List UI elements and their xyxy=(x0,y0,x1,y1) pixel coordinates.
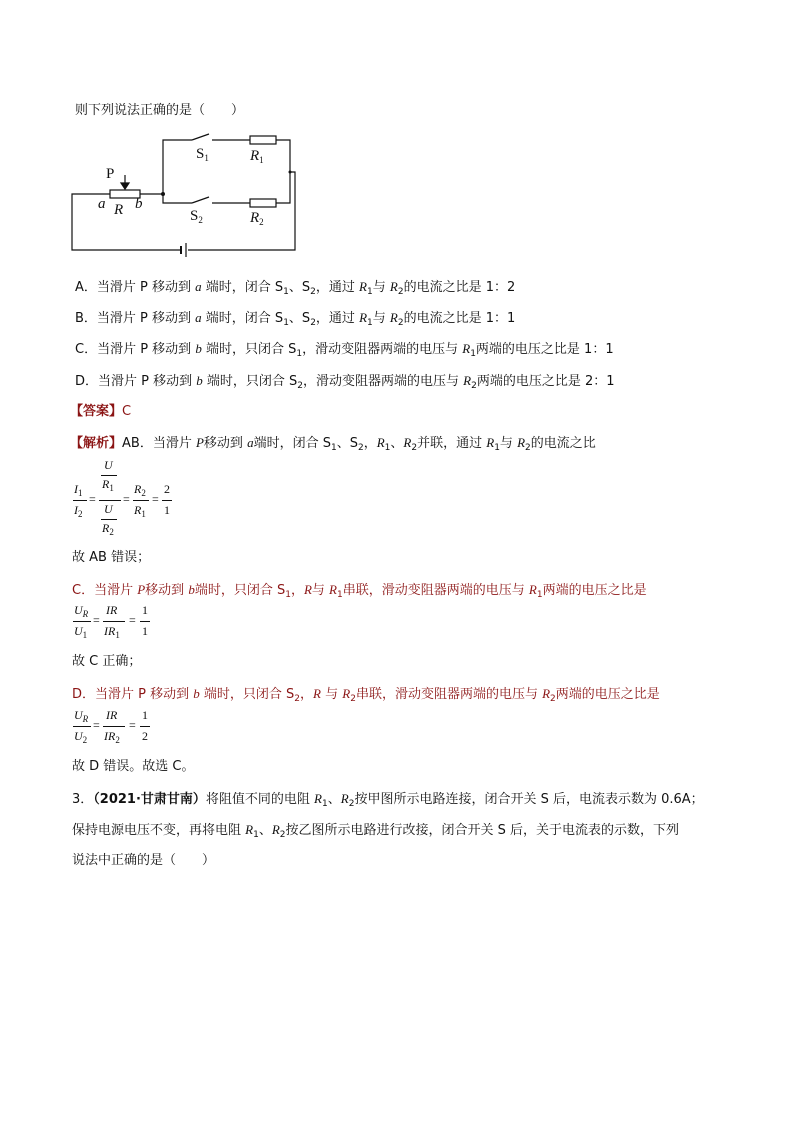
label-r: R xyxy=(114,202,124,218)
top-branch-left-wire xyxy=(163,140,192,194)
resistor-r1 xyxy=(250,136,276,144)
q3-line-1: 3．（2021·甘肃甘南）将阻值不同的电阻 $R_1$、$R_2$按甲图所示电路连接，闭合开关 S 后，电流表示数为 0.6A； xyxy=(72,791,704,809)
analysis-ab-line: 【解析】AB．当滑片 P移动到 a端时，闭合 $S_1$、$S_2$，$R_1$、$R_2$并联，通过 $R_1$与 $R_2$的电流之比 xyxy=(70,435,596,453)
formula-d-ratio: $U_R$ $U_2$ = IR $IR_2$ = 1 2 xyxy=(74,708,148,745)
option-d: D．当滑片 P 移动到 b 端时，只闭合 $S_2$，滑动变阻器两端的电压与 $R_2$两端的电压之比是 2：1 xyxy=(75,373,615,391)
label-s1: $S_1$ xyxy=(196,146,209,163)
option-b: B．当滑片 P 移动到 a 端时，闭合 $S_1$、$S_2$，通过 $R_1$与 $R_2$的电流之比是 1：1 xyxy=(75,310,516,328)
analysis-c-conclusion: 故 C 正确； xyxy=(72,654,142,669)
switch-s1 xyxy=(192,134,209,140)
analysis-label: 【解析】 xyxy=(70,436,123,451)
q3-line-3: 说法中正确的是（ ） xyxy=(72,853,216,868)
label-p: P xyxy=(106,166,115,182)
option-a: A．当滑片 P 移动到 a 端时，闭合 $S_1$、$S_2$，通过 $R_1$与 $R_2$的电流之比是 1：2 xyxy=(75,279,516,297)
answer-value: C xyxy=(122,404,132,419)
switch-s2 xyxy=(192,197,209,203)
analysis-d-line: D．当滑片 P 移动到 b 端时，只闭合 $S_2$，R 与 $R_2$串联，滑动变阻器两端的电压与 $R_2$两端的电压之比是 xyxy=(72,686,660,704)
formula-c-ratio: $U_R$ $U_1$ = IR $IR_1$ = 1 1 xyxy=(74,603,148,640)
option-c: C．当滑片 P 移动到 b 端时，只闭合 $S_1$，滑动变阻器两端的电压与 $R_1$两端的电压之比是 1：1 xyxy=(75,341,614,359)
analysis-ab-conclusion: 故 AB 错误； xyxy=(72,550,151,565)
answer-label: 【答案】 xyxy=(70,404,123,419)
analysis-c-line: C．当滑片 P移动到 b端时，只闭合 $S_1$，R与 $R_1$串联，滑动变阻器两端的电压与 $R_1$两端的电压之比是 xyxy=(72,582,647,600)
resistor-r2 xyxy=(250,199,276,207)
q3-line-2: 保持电源电压不变，再将电阻 $R_1$、$R_2$按乙图所示电路进行改接，闭合开关 S 后，关于电流表的示数，下列 xyxy=(72,822,680,840)
analysis-d-conclusion: 故 D 错误。故选 C。 xyxy=(72,759,195,774)
q3-source: （2021·甘肃甘南） xyxy=(93,792,206,807)
answer xyxy=(70,404,131,420)
label-b: b xyxy=(135,196,143,212)
intro-text: 则下列说法正确的是（ ） xyxy=(75,103,245,118)
label-s2: $S_2$ xyxy=(190,208,203,225)
label-r2: $R_2$ xyxy=(250,210,264,227)
circuit-diagram xyxy=(60,128,310,260)
label-a: a xyxy=(98,196,106,212)
formula-current-ratio: $I_1$ $I_2$ = U $R_1$ U $R_2$ = $R_2$ $R_1$ = 2 1 xyxy=(74,458,170,537)
label-r1: $R_1$ xyxy=(250,148,264,165)
